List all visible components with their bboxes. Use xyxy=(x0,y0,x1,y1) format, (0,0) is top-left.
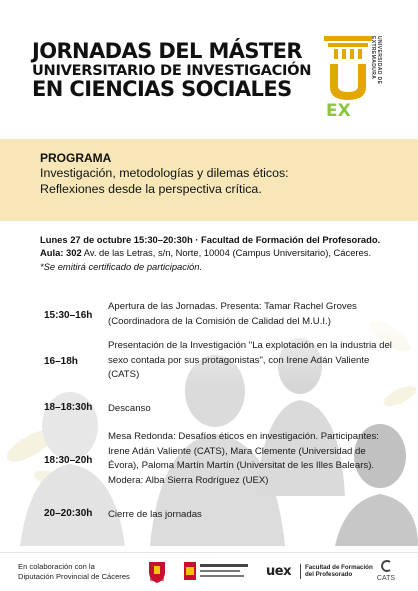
schedule-time: 16–18h xyxy=(44,356,78,367)
cats-text: CATS xyxy=(376,575,396,582)
program-title-line-2: Reflexiones desde la perspectiva crítica. xyxy=(40,181,262,196)
svg-text:EX: EX xyxy=(326,101,351,118)
collaboration-note xyxy=(18,562,130,581)
program-band xyxy=(0,139,418,221)
schedule-time: 15:30–16h xyxy=(44,310,93,321)
schedule-desc: Descanso xyxy=(108,403,151,414)
event-address: Av. de las Letras, s/n, Norte, 10004 (Campus Universitario), Cáceres. xyxy=(81,247,372,259)
title-line-1: JORNADAS DEL MÁSTER xyxy=(32,39,302,63)
schedule-desc: Cierre de las jornadas xyxy=(108,509,202,520)
event-room: Aula: 302 xyxy=(40,247,82,259)
logo-university-name: UNIVERSIDAD DE EXTREMADURA xyxy=(370,36,382,85)
schedule-time: 20–20:30h xyxy=(44,508,93,519)
program-title-line-1: Investigación, metodologías y dilemas éticos: xyxy=(40,166,289,180)
certificate-note: *Se emitirá certificado de participación. xyxy=(40,260,203,272)
schedule-desc: Apertura de las Jornadas. Presenta: Tamar Rachel Groves (Coordinadora de la Comisión de Calidad del M.U.I.) xyxy=(108,301,357,327)
poster-title xyxy=(32,40,312,101)
event-info xyxy=(40,233,400,273)
schedule-time: 18–18:30h xyxy=(44,402,93,413)
schedule-time: 18:30–20h xyxy=(44,455,93,466)
title-line-3: EN CIENCIAS SOCIALES xyxy=(32,77,292,102)
cats-logo xyxy=(374,559,398,582)
title-line-2: UNIVERSITARIO DE INVESTIGACIÓN xyxy=(32,61,312,79)
government-ministry-logo-icon xyxy=(184,559,250,585)
diputacion-emblem-icon xyxy=(146,559,168,585)
schedule-desc: Mesa Redonda: Desafíos éticos en investigación. Participantes: Irene Adán Valiente (CATS), Mara Clemente (Universidad de Évora), Paloma Martín Martín (Universitat de les Illes Balears). Modera: Alba Sierra Rodríguez (UEX) xyxy=(108,431,379,486)
faculty-name xyxy=(300,564,373,579)
uex-wordmark xyxy=(266,564,291,579)
collab-line-2: Diputación Provincial de Cáceres xyxy=(18,571,130,581)
program-kicker: PROGRAMA xyxy=(40,151,112,165)
faculty-line-1: Facultad de Formación xyxy=(305,564,373,571)
cats-symbol-icon xyxy=(379,559,393,573)
footer-logos xyxy=(0,552,418,591)
uex-wordmark-text: uex xyxy=(266,564,291,579)
event-date: Lunes 27 de octubre 15:30–20:30h · Facultad de Formación del Profesorado. xyxy=(40,234,381,245)
collab-line-1: En colaboración con la xyxy=(18,562,95,571)
schedule-desc: Presentación de la Investigación "La explotación en la industria del sexo contada por sus protagonistas", con Irene Adán Valiente (CATS) xyxy=(108,340,392,381)
faculty-line-2: del Profesorado xyxy=(305,571,353,579)
